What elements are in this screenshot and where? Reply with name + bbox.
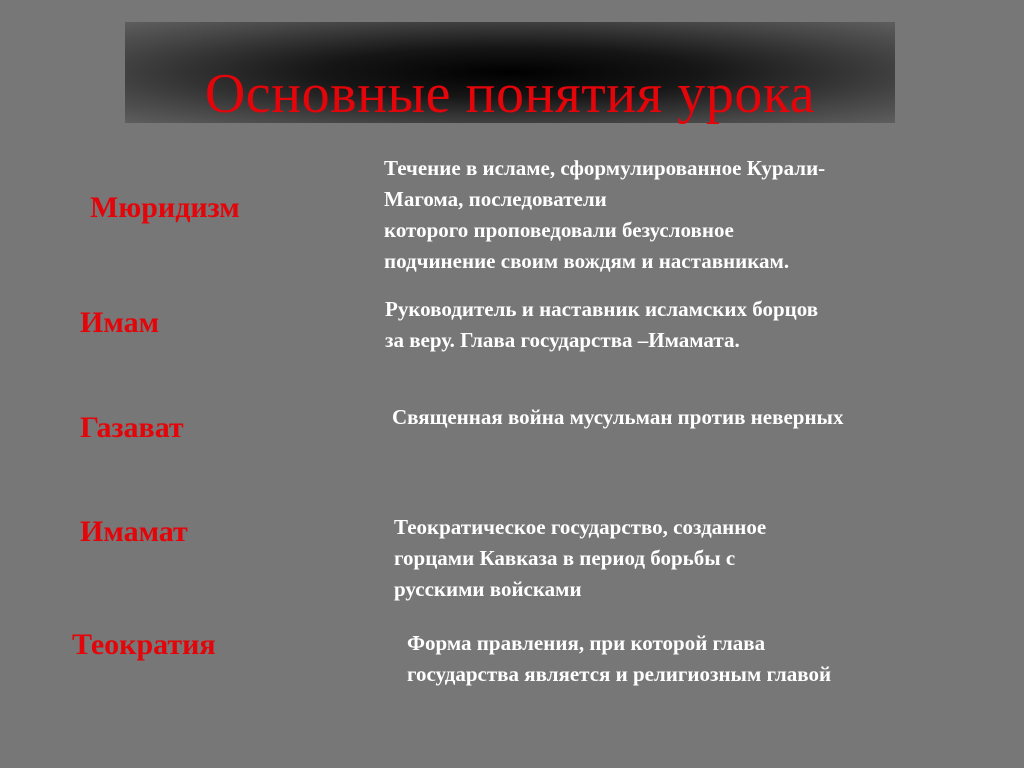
term-gazavat: Газават	[80, 411, 184, 444]
slide-title: Основные понятия урока	[204, 63, 816, 125]
definition-muridism: Течение в исламе, сформулированное Курали- Магома, последователи которого проповедовали безусловное подчинение своим вождям и наставникам.	[384, 156, 826, 273]
term-imam: Имам	[80, 306, 159, 339]
title-banner	[125, 22, 895, 123]
term-theocracy: Теократия	[72, 628, 216, 661]
term-muridism: Мюридизм	[90, 191, 240, 224]
definition-imam: Руководитель и наставник исламских борцов за веру. Глава государства –Имамата.	[385, 297, 819, 352]
definition-gazavat: Священная война мусульман против неверных	[392, 405, 844, 429]
definition-imamat: Теократическое государство, созданное горцами Кавказа в период борьбы с русскими войсками	[394, 515, 767, 601]
definition-theocracy: Форма правления, при которой глава государства является и религиозным главой	[407, 631, 832, 686]
term-imamat: Имамат	[80, 515, 188, 548]
